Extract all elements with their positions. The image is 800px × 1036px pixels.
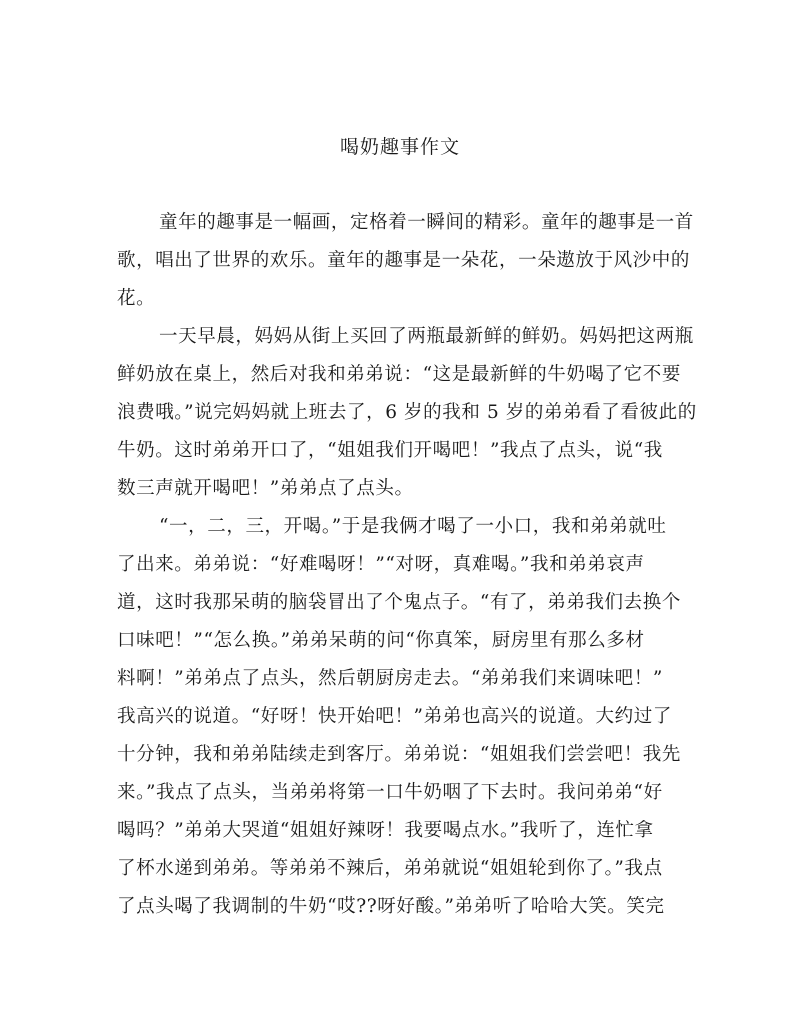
text-line: 浪费哦。”说完妈妈就上班去了，6 岁的我和 5 岁的弟弟看了看彼此的 (117, 402, 697, 423)
text-line: 了杯水递到弟弟。等弟弟不辣后，弟弟就说“姐姐轮到你了。”我点 (117, 858, 663, 879)
text-line: 口味吧！”“怎么换。”弟弟呆萌的问“你真笨，厨房里有那么多材 (117, 630, 645, 651)
document-body (117, 207, 697, 929)
text-line: 我高兴的说道。“好呀！快开始吧！”弟弟也高兴的说道。大约过了 (117, 706, 672, 727)
text-line: 了出来。弟弟说：“好难喝呀！”“对呀，真难喝。”我和弟弟哀声 (117, 554, 645, 575)
text-line: 道，这时我那呆萌的脑袋冒出了个鬼点子。“有了，弟弟我们去换个 (117, 592, 681, 613)
text-line: 一天早晨，妈妈从街上买回了两瓶最新鲜的鲜奶。妈妈把这两瓶 (159, 326, 694, 347)
text-line: 牛奶。这时弟弟开口了，“姐姐我们开喝吧！”我点了点头，说“我 (117, 440, 663, 461)
text-line: 鲜奶放在桌上，然后对我和弟弟说：“这是最新鲜的牛奶喝了它不要 (117, 364, 681, 385)
text-line: 十分钟，我和弟弟陆续走到客厅。弟弟说：“姐姐我们尝尝吧！我先 (117, 744, 681, 765)
text-line: 歌，唱出了世界的欢乐。童年的趣事是一朵花，一朵遨放于风沙中的 (117, 250, 691, 271)
text-line: 童年的趣事是一幅画，定格着一瞬间的精彩。童年的趣事是一首 (159, 212, 694, 233)
text-line: 来。”我点了点头，当弟弟将第一口牛奶咽了下去时。我问弟弟“好 (117, 782, 663, 803)
text-line: “一，二，三，开喝。”于是我俩才喝了一小口，我和弟弟就吐 (159, 516, 667, 537)
text-line: 数三声就开喝吧！”弟弟点了点头。 (117, 478, 414, 499)
document-title: 喝奶趣事作文 (339, 136, 460, 158)
text-line: 花。 (117, 288, 156, 309)
text-line: 料啊！”弟弟点了点头，然后朝厨房走去。“弟弟我们来调味吧！” (117, 668, 663, 689)
text-line: 了点头喝了我调制的牛奶“哎??呀好酸。”弟弟听了哈哈大笑。笑完 (117, 896, 665, 917)
text-line: 喝吗？”弟弟大哭道“姐姐好辣呀！我要喝点水。”我听了，连忙拿 (117, 820, 654, 841)
